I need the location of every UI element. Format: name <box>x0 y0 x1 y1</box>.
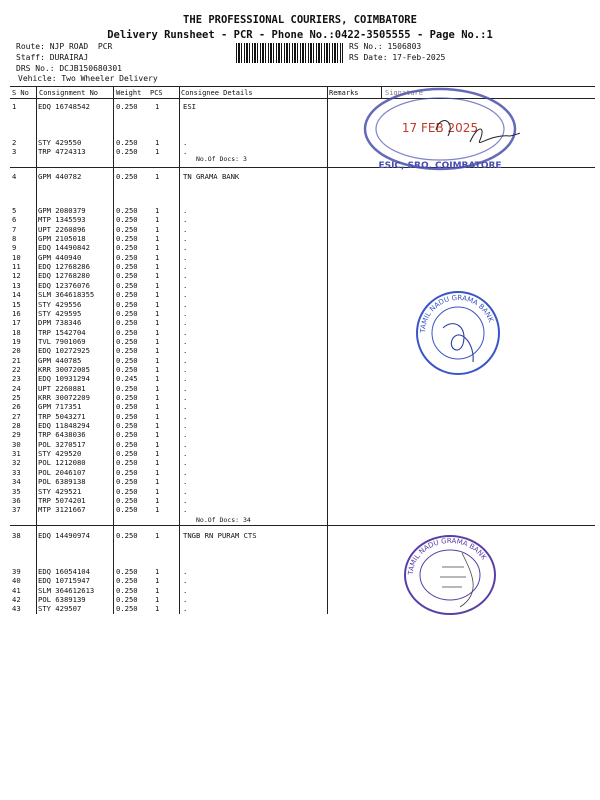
row-sno: 19 <box>12 336 21 346</box>
row-pcs: 1 <box>155 411 160 421</box>
row-consignee: . <box>183 393 188 402</box>
row-weight: 0.250 <box>116 430 138 440</box>
table-row <box>0 243 600 252</box>
row-consignee: . <box>183 138 188 147</box>
row-pcs: 1 <box>155 495 160 505</box>
row-consignee: . <box>183 495 188 505</box>
row-weight: 0.250 <box>116 224 138 234</box>
rs-number: RS No.: 1506803 <box>349 42 422 51</box>
row-weight: 0.250 <box>116 327 138 337</box>
row-sno: 37 <box>12 505 21 515</box>
row-consignment: GPM 440782 <box>38 172 82 181</box>
row-consignee: . <box>183 252 188 262</box>
row-pcs: 1 <box>155 477 160 487</box>
row-sno: 38 <box>12 531 21 540</box>
row-consignment: POL 1212080 <box>38 458 86 468</box>
row-consignee: . <box>183 467 188 477</box>
row-consignment: GPM 2105018 <box>38 234 86 244</box>
row-weight: 0.250 <box>116 467 138 477</box>
row-sno: 36 <box>12 495 21 505</box>
row-sno: 28 <box>12 421 21 431</box>
row-weight: 0.250 <box>116 576 138 586</box>
table-row <box>0 430 600 439</box>
row-consignment: MTP 1345593 <box>38 215 86 225</box>
bank-stamp-text: TAMIL NADU GRAMA BANK <box>406 536 488 576</box>
table-row <box>0 384 600 393</box>
table-row <box>0 225 600 234</box>
row-sno: 20 <box>12 346 21 356</box>
row-consignment: GPM 440785 <box>38 355 82 365</box>
row-pcs: 1 <box>155 299 160 309</box>
row-pcs: 1 <box>155 449 160 459</box>
row-consignee: . <box>183 206 188 215</box>
row-sno: 21 <box>12 355 21 365</box>
row-consignment: POL 2046107 <box>38 467 86 477</box>
row-weight: 0.250 <box>116 505 138 515</box>
table-row <box>0 595 600 604</box>
table-row <box>0 271 600 280</box>
row-weight: 0.250 <box>116 346 138 356</box>
row-consignment: SLM 364618355 <box>38 290 95 300</box>
row-pcs: 1 <box>155 280 160 290</box>
row-pcs: 1 <box>155 336 160 346</box>
row-sno: 8 <box>12 234 17 244</box>
row-consignment: KRR 30072005 <box>38 364 90 374</box>
row-consignee: . <box>183 234 188 244</box>
row-weight: 0.250 <box>116 486 138 496</box>
row-weight: 0.250 <box>116 280 138 290</box>
table-row <box>0 440 600 449</box>
row-consignee: . <box>183 477 188 487</box>
row-weight: 0.250 <box>116 102 138 111</box>
row-sno: 12 <box>12 271 21 281</box>
row-weight: 0.250 <box>116 402 138 412</box>
row-weight: 0.250 <box>116 411 138 421</box>
row-weight: 0.250 <box>116 299 138 309</box>
row-weight: 0.250 <box>116 308 138 318</box>
row-sno: 2 <box>12 138 17 147</box>
row-consignee: . <box>183 585 188 595</box>
row-sno: 24 <box>12 383 21 393</box>
bank-stamp-oval <box>402 533 498 617</box>
row-sno: 5 <box>12 206 17 215</box>
row-consignee: . <box>183 327 188 337</box>
row-consignee: . <box>183 147 188 156</box>
route-label: Route: NJP ROAD PCR <box>16 42 113 51</box>
row-pcs: 1 <box>155 271 160 281</box>
col-pcs: PCS <box>150 89 163 97</box>
row-weight: 0.250 <box>116 604 138 614</box>
row-consignment: TRP 5043271 <box>38 411 86 421</box>
row-weight: 0.250 <box>116 290 138 300</box>
row-consignment: EDQ 10931294 <box>38 374 90 384</box>
row-pcs: 1 <box>155 252 160 262</box>
row-sno: 15 <box>12 299 21 309</box>
row-consignment: POL 6389138 <box>38 477 86 487</box>
table-row <box>0 215 600 224</box>
row-sno: 27 <box>12 411 21 421</box>
table-row <box>0 309 600 318</box>
row-consignment: POL 3270517 <box>38 439 86 449</box>
row-weight: 0.250 <box>116 531 138 540</box>
col-signature: Signature <box>385 89 423 97</box>
row-consignee: . <box>183 364 188 374</box>
row-weight: 0.250 <box>116 495 138 505</box>
table-row <box>0 505 600 514</box>
row-pcs: 1 <box>155 355 160 365</box>
row-pcs: 1 <box>155 172 160 181</box>
table-row <box>0 318 600 327</box>
row-sno: 22 <box>12 364 21 374</box>
row-weight: 0.250 <box>116 393 138 402</box>
row-pcs: 1 <box>155 439 160 449</box>
col-weight: Weight <box>116 89 142 97</box>
table-row <box>0 449 600 458</box>
row-pcs: 1 <box>155 346 160 356</box>
table-row <box>0 346 600 355</box>
table-row <box>0 402 600 411</box>
table-row <box>0 253 600 262</box>
table-row <box>0 234 600 243</box>
table-row <box>0 393 600 402</box>
row-pcs: 1 <box>155 430 160 440</box>
row-sno: 16 <box>12 308 21 318</box>
row-consignee: . <box>183 430 188 440</box>
row-consignee: . <box>183 458 188 468</box>
col-consignee: Consignee Details <box>181 89 253 97</box>
table-row <box>0 421 600 430</box>
table-row <box>0 206 600 215</box>
row-weight: 0.250 <box>116 138 138 147</box>
row-pcs: 1 <box>155 206 160 215</box>
row-pcs: 1 <box>155 576 160 586</box>
row-pcs: 1 <box>155 393 160 402</box>
drs-number: DRS No.: DCJB150680301 <box>16 64 122 73</box>
row-weight: 0.250 <box>116 172 138 181</box>
row-sno: 41 <box>12 585 21 595</box>
table-row <box>0 567 600 576</box>
row-consignee: . <box>183 402 188 412</box>
row-pcs: 1 <box>155 402 160 412</box>
row-consignee: . <box>183 280 188 290</box>
table-row <box>0 300 600 309</box>
row-consignment: EDQ 12768280 <box>38 271 90 281</box>
table-row <box>0 604 600 613</box>
company-title: THE PROFESSIONAL COURIERS, COIMBATORE <box>183 14 417 26</box>
row-weight: 0.250 <box>116 262 138 272</box>
row-weight: 0.250 <box>116 318 138 328</box>
row-pcs: 1 <box>155 224 160 234</box>
table-row <box>0 337 600 346</box>
row-consignment: UPT 2260896 <box>38 224 86 234</box>
row-pcs: 1 <box>155 585 160 595</box>
row-consignee: . <box>183 224 188 234</box>
row-consignee: ESI <box>183 102 196 111</box>
row-weight: 0.250 <box>116 355 138 365</box>
row-consignment: EDQ 12768286 <box>38 262 90 272</box>
table-row <box>0 374 600 383</box>
row-weight: 0.250 <box>116 234 138 244</box>
table-row <box>0 262 600 271</box>
row-pcs: 1 <box>155 243 160 253</box>
row-weight: 0.250 <box>116 458 138 468</box>
row-pcs: 1 <box>155 290 160 300</box>
row-weight: 0.250 <box>116 449 138 459</box>
vehicle-label: Vehicle: Two Wheeler Delivery <box>18 74 158 83</box>
row-sno: 14 <box>12 290 21 300</box>
row-consignment: TRP 4724313 <box>38 147 86 156</box>
row-weight: 0.250 <box>116 595 138 605</box>
table-row <box>0 496 600 505</box>
row-sno: 9 <box>12 243 17 253</box>
row-consignment: EDQ 14490974 <box>38 531 90 540</box>
row-consignee: . <box>183 505 188 515</box>
row-weight: 0.250 <box>116 243 138 253</box>
row-weight: 0.250 <box>116 567 138 576</box>
row-consignment: TVL 7901069 <box>38 336 86 346</box>
table-row <box>0 328 600 337</box>
row-sno: 34 <box>12 477 21 487</box>
row-consignment: STY 429520 <box>38 449 82 459</box>
row-consignee: . <box>183 299 188 309</box>
row-consignment: EDQ 14490842 <box>38 243 90 253</box>
row-sno: 43 <box>12 604 21 614</box>
row-sno: 42 <box>12 595 21 605</box>
row-pcs: 1 <box>155 138 160 147</box>
esic-stamp-text: ESIC, SRO, COIMBATORE <box>378 161 502 171</box>
barcode <box>236 43 343 63</box>
doc-count: No.Of Docs: 3 <box>196 155 247 163</box>
row-sno: 32 <box>12 458 21 468</box>
row-consignment: STY 429595 <box>38 308 82 318</box>
row-consignee: . <box>183 355 188 365</box>
row-pcs: 1 <box>155 364 160 374</box>
row-consignment: GPM 2080379 <box>38 206 86 215</box>
row-weight: 0.250 <box>116 585 138 595</box>
row-pcs: 1 <box>155 234 160 244</box>
row-weight: 0.250 <box>116 383 138 393</box>
table-row <box>0 458 600 467</box>
row-weight: 0.250 <box>116 336 138 346</box>
row-pcs: 1 <box>155 467 160 477</box>
row-pcs: 1 <box>155 374 160 384</box>
bank-stamp-text: TAMIL NADU GRAMA BANK <box>418 293 495 334</box>
row-sno: 17 <box>12 318 21 328</box>
row-consignment: STY 429556 <box>38 299 82 309</box>
runsheet-subtitle: Delivery Runsheet - PCR - Phone No.:0422-3505555 - Page No.:1 <box>107 29 493 41</box>
esic-stamp <box>360 84 520 174</box>
row-consignee: . <box>183 604 188 614</box>
row-pcs: 1 <box>155 308 160 318</box>
rs-date: RS Date: 17-Feb-2025 <box>349 53 446 62</box>
row-pcs: 1 <box>155 421 160 431</box>
row-sno: 31 <box>12 449 21 459</box>
row-weight: 0.250 <box>116 147 138 156</box>
row-sno: 25 <box>12 393 21 402</box>
row-weight: 0.250 <box>116 271 138 281</box>
row-weight: 0.250 <box>116 252 138 262</box>
row-consignee: . <box>183 243 188 253</box>
row-consignee: . <box>183 290 188 300</box>
row-consignment: STY 429521 <box>38 486 82 496</box>
row-consignment: MTP 3121667 <box>38 505 86 515</box>
row-consignee: . <box>183 308 188 318</box>
table-row <box>0 487 600 496</box>
row-sno: 4 <box>12 172 17 181</box>
row-consignee: . <box>183 374 188 384</box>
row-pcs: 1 <box>155 147 160 156</box>
row-weight: 0.250 <box>116 439 138 449</box>
row-sno: 40 <box>12 576 21 586</box>
row-weight: 0.250 <box>116 206 138 215</box>
col-divider <box>36 86 37 98</box>
row-consignment: TRP 1542704 <box>38 327 86 337</box>
col-consignment: Consignment No <box>39 89 99 97</box>
row-consignee: . <box>183 421 188 431</box>
row-sno: 30 <box>12 439 21 449</box>
row-pcs: 1 <box>155 604 160 614</box>
row-consignee: . <box>183 567 188 576</box>
row-consignment: KRR 30072209 <box>38 393 90 402</box>
row-consignment: TRP 6438036 <box>38 430 86 440</box>
row-consignment: EDQ 10272925 <box>38 346 90 356</box>
table-row <box>0 290 600 299</box>
row-sno: 23 <box>12 374 21 384</box>
row-sno: 11 <box>12 262 21 272</box>
row-consignee: . <box>183 411 188 421</box>
staff-label: Staff: DURAIRAJ <box>16 53 89 62</box>
row-consignee: . <box>183 486 188 496</box>
table-row <box>0 281 600 290</box>
row-consignee: . <box>183 271 188 281</box>
table-row <box>0 356 600 365</box>
row-pcs: 1 <box>155 531 160 540</box>
row-sno: 33 <box>12 467 21 477</box>
row-consignee: . <box>183 336 188 346</box>
row-consignee: . <box>183 215 188 225</box>
row-consignee: . <box>183 449 188 459</box>
row-pcs: 1 <box>155 262 160 272</box>
row-pcs: 1 <box>155 505 160 515</box>
row-pcs: 1 <box>155 458 160 468</box>
row-pcs: 1 <box>155 102 160 111</box>
table-row <box>0 586 600 595</box>
row-sno: 1 <box>12 102 17 111</box>
table-row <box>0 576 600 585</box>
row-pcs: 1 <box>155 567 160 576</box>
row-consignment: STY 429507 <box>38 604 82 614</box>
row-consignment: POL 6389139 <box>38 595 86 605</box>
col-remarks: Remarks <box>329 89 359 97</box>
row-pcs: 1 <box>155 327 160 337</box>
row-consignee: . <box>183 576 188 586</box>
row-consignee: . <box>183 595 188 605</box>
row-weight: 0.250 <box>116 364 138 374</box>
row-sno: 13 <box>12 280 21 290</box>
row-sno: 26 <box>12 402 21 412</box>
row-pcs: 1 <box>155 318 160 328</box>
row-consignment: EDQ 16054104 <box>38 567 90 576</box>
row-sno: 6 <box>12 215 17 225</box>
row-consignment: UPT 2260881 <box>38 383 86 393</box>
row-consignment: EDQ 16748542 <box>38 102 90 111</box>
table-row <box>0 531 600 540</box>
row-pcs: 1 <box>155 383 160 393</box>
row-consignment: EDQ 12376076 <box>38 280 90 290</box>
bank-stamp-round <box>413 288 503 378</box>
row-consignment: EDQ 11848294 <box>38 421 90 431</box>
group2-divider <box>10 525 595 526</box>
row-sno: 29 <box>12 430 21 440</box>
row-weight: 0.250 <box>116 477 138 487</box>
row-weight: 0.250 <box>116 421 138 431</box>
row-sno: 35 <box>12 486 21 496</box>
col-sno: S No <box>12 89 29 97</box>
row-sno: 3 <box>12 147 17 156</box>
row-consignee: . <box>183 439 188 449</box>
table-row <box>0 365 600 374</box>
row-consignment: TRP 5074201 <box>38 495 86 505</box>
row-pcs: 1 <box>155 486 160 496</box>
table-row <box>0 412 600 421</box>
row-consignee: TN GRAMA BANK <box>183 172 240 181</box>
row-consignee: . <box>183 383 188 393</box>
row-consignment: DPM 738346 <box>38 318 82 328</box>
row-consignment: GPM 440940 <box>38 252 82 262</box>
row-consignee: TNGB RN PURAM CTS <box>183 531 257 540</box>
row-weight: 0.245 <box>116 374 138 384</box>
table-row <box>0 477 600 486</box>
row-sno: 39 <box>12 567 21 576</box>
row-consignee: . <box>183 262 188 272</box>
row-consignment: GPM 717351 <box>38 402 82 412</box>
row-consignee: . <box>183 318 188 328</box>
row-consignment: SLM 364612613 <box>38 585 95 595</box>
row-consignment: STY 429550 <box>38 138 82 147</box>
doc-count: No.Of Docs: 34 <box>196 516 251 524</box>
table-row <box>0 468 600 477</box>
esic-stamp-date: 17 FEB 2025 <box>401 121 479 135</box>
row-sno: 10 <box>12 252 21 262</box>
row-sno: 18 <box>12 327 21 337</box>
row-weight: 0.250 <box>116 215 138 225</box>
row-pcs: 1 <box>155 595 160 605</box>
row-pcs: 1 <box>155 215 160 225</box>
row-sno: 7 <box>12 224 17 234</box>
row-consignee: . <box>183 346 188 356</box>
row-consignment: EDQ 10715947 <box>38 576 90 586</box>
